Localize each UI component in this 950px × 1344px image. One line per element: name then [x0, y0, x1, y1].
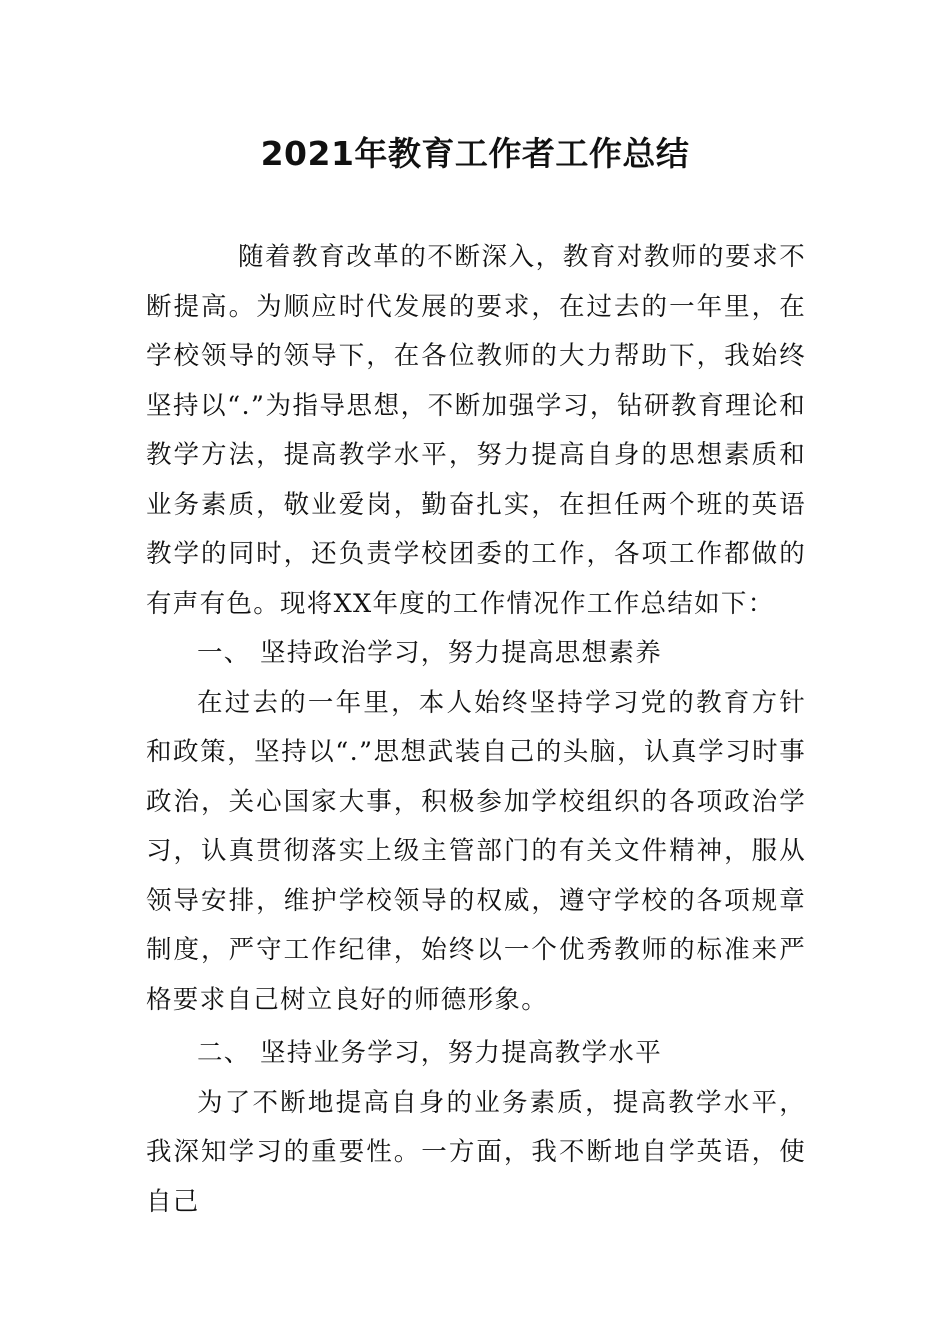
- intro-paragraph: 随着教育改革的不断深入，教育对教师的要求不断提高。为顺应时代发展的要求，在过去的一年里，在学校领导的领导下，在各位教师的大力帮助下，我始终坚持以“.”为指导思想，不断加强学习，钻研教育理论和教学方法，提高教学水平，努力提高自身的思想素质和业务素质，敬业爱岗，勤奋扎实，在担任两个班的英语教学的同时，还负责学校团委的工作，各项工作都做的有声有色。现将XX年度的工作情况作工作总结如下：: [146, 242, 806, 619]
- section-1-heading: 一、 坚持政治学习，努力提高思想素养: [197, 638, 663, 668]
- document-body: [146, 233, 806, 1227]
- document-title: 2021年教育工作者工作总结: [260, 134, 690, 173]
- section-1-paragraph: 在过去的一年里，本人始终坚持学习党的教育方针和政策，坚持以“.”思想武装自己的头脑，认真学习时事政治，关心国家大事，积极参加学校组织的各项政治学习，认真贯彻落实上级主管部门的有关文件精神，服从领导安排，维护学校领导的权威，遵守学校的各项规章制度，严守工作纪律，始终以一个优秀教师的标准来严格要求自己树立良好的师德形象。: [146, 687, 806, 1015]
- section-2-heading: 二、 坚持业务学习，努力提高教学水平: [197, 1038, 663, 1068]
- section-2-paragraph: 为了不断地提高自身的业务素质，提高教学水平，我深知学习的重要性。一方面，我不断地自学英语，使自己: [146, 1087, 806, 1217]
